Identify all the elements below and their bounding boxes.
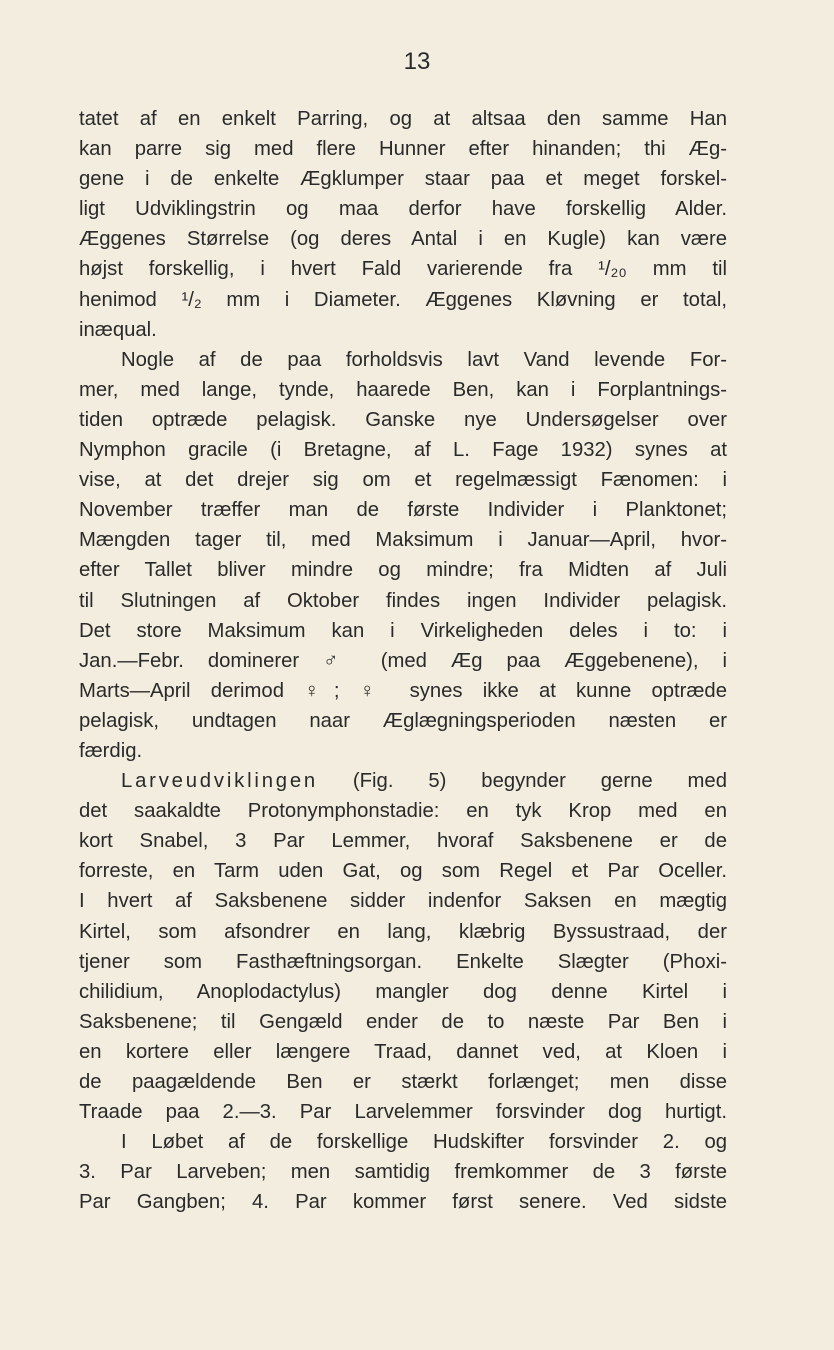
text-line: inæqual. [79, 318, 157, 341]
text-line [79, 766, 727, 796]
text-line: vise, at det drejer sig om et regelmæssigt Fænomen: i [79, 469, 727, 492]
text-line: forreste, en Tarm uden Gat, og som Regel et Par Oceller. [79, 860, 727, 883]
text-line: pelagisk, undtagen naar Æglægningsperioden næsten er [79, 709, 727, 732]
text-line: Mængden tager til, med Maksimum i Januar—April, hvor- [79, 529, 727, 552]
text-line: I hvert af Saksbenene sidder indenfor Saksen en mægtig [79, 890, 727, 913]
text-line: tjener som Fasthæftningsorgan. Enkelte Slægter (Phoxi- [79, 950, 727, 973]
text-line: de paagældende Ben er stærkt forlænget; men disse [79, 1071, 727, 1093]
text-line: tatet af en enkelt Parring, og at altsaa den samme Han [79, 108, 727, 130]
text-line: det saakaldte Protonymphonstadie: en tyk Krop med en [79, 800, 727, 823]
text-line: efter Tallet bliver mindre og mindre; fra Midten af Juli [79, 559, 727, 582]
text-line: Det store Maksimum kan i Virkeligheden deles i to: i [79, 619, 727, 642]
text-line: højst forskellig, i hvert Fald varierende fra ¹/₂₀ mm til [79, 258, 727, 281]
spaced-heading-word: Larveudviklingen [121, 770, 319, 793]
text-line: November træffer man de første Individer i Planktonet; [79, 499, 727, 522]
text-line: Marts—April derimod ♀; ♀ synes ikke at kunne optræde [79, 679, 727, 702]
text-line: Nymphon gracile (i Bretagne, af L. Fage 1932) synes at [79, 439, 727, 462]
text-line: til Slutningen af Oktober findes ingen Individer pelagisk. [79, 589, 727, 612]
text-line: Æggenes Størrelse (og deres Antal i en Kugle) kan være [79, 228, 727, 251]
text-line: I Løbet af de forskellige Hudskifter forsvinder 2. og [121, 1131, 727, 1154]
text-line: kort Snabel, 3 Par Lemmer, hvoraf Saksbenene er de [79, 830, 727, 853]
page-number: 13 [403, 48, 431, 75]
text-line: Par Gangben; 4. Par kommer først senere. Ved sidste [79, 1191, 727, 1214]
text-line: kan parre sig med flere Hunner efter hinanden; thi Æg- [79, 138, 727, 161]
text-line: Saksbenene; til Gengæld ender de to næste Par Ben i [79, 1010, 727, 1033]
text-line: færdig. [79, 739, 143, 762]
text-line: mer, med lange, tynde, haarede Ben, kan i Forplantnings- [79, 378, 727, 401]
text-line: 3. Par Larveben; men samtidig fremkommer de 3 første [79, 1161, 727, 1184]
text-line: henimod ¹/₂ mm i Diameter. Æggenes Kløvning er total, [79, 288, 727, 311]
text-fragment: (Fig. 5) begynder gerne med [318, 770, 727, 793]
text-line: Traade paa 2.—3. Par Larvelemmer forsvinder dog hurtigt. [79, 1101, 727, 1124]
text-line: Nogle af de paa forholdsvis lavt Vand levende For- [121, 348, 727, 371]
text-line: chilidium, Anoplodactylus) mangler dog denne Kirtel i [79, 980, 727, 1003]
text-line: gene i de enkelte Ægklumper staar paa et meget forskel- [79, 168, 727, 191]
text-line: Kirtel, som afsondrer en lang, klæbrig Byssustraad, der [79, 920, 727, 943]
body-text [79, 104, 727, 1217]
text-line: tiden optræde pelagisk. Ganske nye Undersøgelser over [79, 408, 727, 431]
text-line: Jan.—Febr. dominerer ♂ (med Æg paa Æggebenene), i [79, 649, 727, 672]
text-line: en kortere eller længere Traad, dannet ved, at Kloen i [79, 1040, 727, 1063]
text-line: ligt Udviklingstrin og maa derfor have forskellig Alder. [79, 198, 727, 221]
